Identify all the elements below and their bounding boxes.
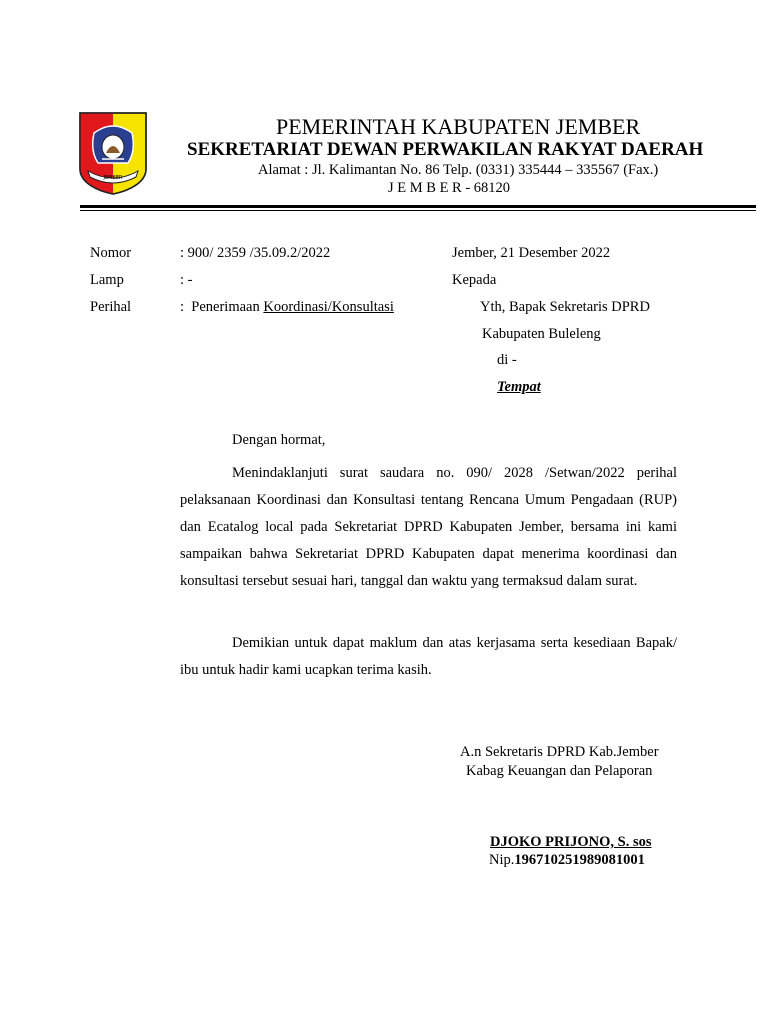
lamp-label: Lamp <box>90 272 124 288</box>
perihal-value <box>180 299 394 316</box>
signature-role-line1: A.n Sekretaris DPRD Kab.Jember <box>460 744 659 760</box>
signatory-nip <box>489 852 645 869</box>
nip-value: 196710251989081001 <box>514 852 645 868</box>
letter-date: Jember, 21 Desember 2022 <box>452 245 611 261</box>
recipient-di: di - <box>497 352 517 368</box>
body-paragraph-1: Menindaklanjuti surat saudara no. 090/ 2028 /Setwan/2022 perihal pelaksanaan Koordinasi dan Konsultasi tentang Rencana Umum Pengadaan (RUP) dan Ecatalog local pada Sekretariat DPRD Kabupaten Jember, bersama ini kami sampaikan bahwa Sekretariat DPRD Kabupaten dapat menerima koordinasi dan konsultasi tersebut sesuai hari, tanggal dan waktu yang termaksud dalam surat. <box>180 465 677 589</box>
lamp-value: : - <box>180 272 193 288</box>
perihal-colon: : <box>180 299 185 315</box>
perihal-subject: Koordinasi/Konsultasi <box>263 299 394 315</box>
letterhead-secretariat-title: SEKRETARIAT DEWAN PERWAKILAN RAKYAT DAERAH <box>187 139 704 160</box>
recipient-title: Yth, Bapak Sekretaris DPRD <box>480 299 650 315</box>
letterhead-divider-thick <box>80 205 756 208</box>
body-paragraph-2: Demikian untuk dapat maklum dan atas kerjasama serta kesediaan Bapak/ ibu untuk hadir kami ucapkan terima kasih. <box>180 635 677 678</box>
jember-coat-of-arms-logo <box>78 111 148 195</box>
kepada-label: Kepada <box>452 272 497 288</box>
letterhead-divider-thin <box>80 210 756 211</box>
nomor-value: : 900/ 2359 /35.09.2/2022 <box>180 245 331 261</box>
letterhead-government-title: PEMERINTAH KABUPATEN JEMBER <box>276 114 641 139</box>
signature-role-line2: Kabag Keuangan dan Pelaporan <box>466 763 653 779</box>
logo-banner-text: JEMBER <box>103 175 123 181</box>
signatory-name: DJOKO PRIJONO, S. sos <box>490 834 652 850</box>
nomor-label: Nomor <box>90 245 132 261</box>
perihal-label: Perihal <box>90 299 132 315</box>
nip-label: Nip. <box>489 852 515 868</box>
letterhead-address: Alamat : Jl. Kalimantan No. 86 Telp. (0331) 335444 – 335567 (Fax.) <box>258 162 659 178</box>
greeting: Dengan hormat, <box>232 432 326 448</box>
perihal-prefix: Penerimaan <box>191 299 260 315</box>
recipient-place: Tempat <box>497 379 541 395</box>
letterhead-city: J E M B E R - 68120 <box>388 180 511 196</box>
recipient-regency: Kabupaten Buleleng <box>482 326 601 342</box>
